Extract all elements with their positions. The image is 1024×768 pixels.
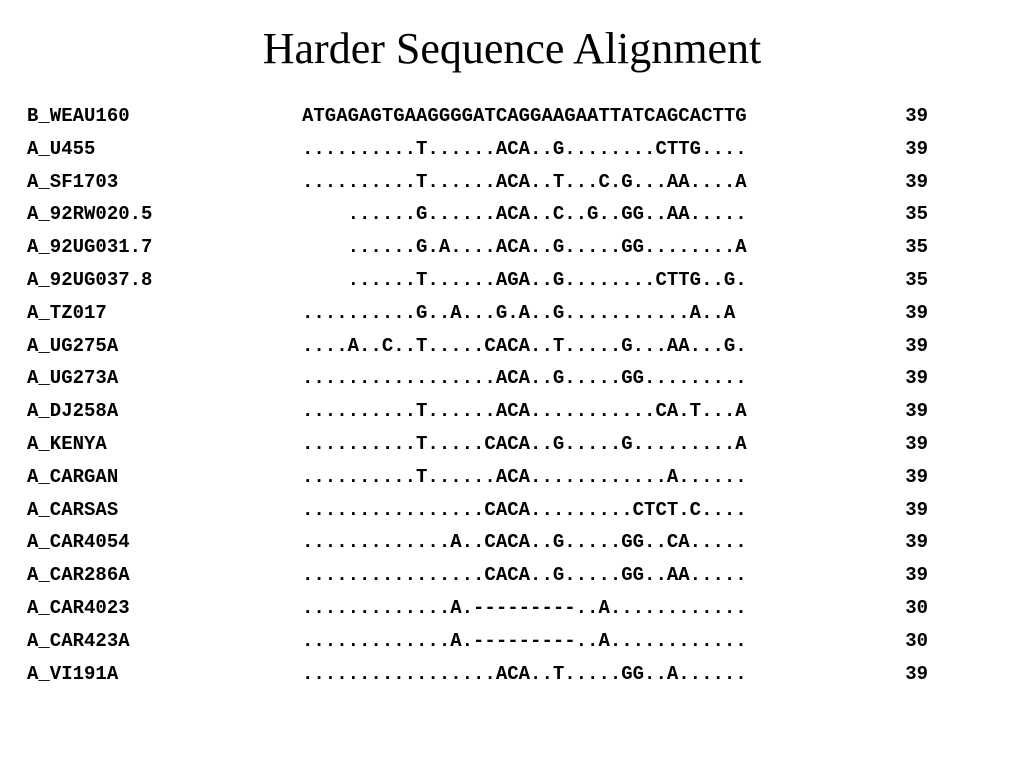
sequence-length: 39 xyxy=(905,367,928,390)
sequence-length: 39 xyxy=(905,105,928,127)
sequence-name: A_CAR4023 xyxy=(27,596,130,619)
sequence-length: 35 xyxy=(905,203,928,226)
sequence-residues: ATGAGAGTGAAGGGGATCAGGAAGAATTATCAGCACTTG xyxy=(302,105,747,127)
sequence-length: 30 xyxy=(905,629,928,652)
sequence-residues: ....A..C..T.....CACA..T.....G...AA...G. xyxy=(302,334,747,357)
alignment-row xyxy=(0,133,1024,166)
sequence-name: A_VI191A xyxy=(27,662,119,685)
sequence-residues: ..........G..A...G.A..G...........A..A xyxy=(302,301,736,324)
sequence-residues: .................ACA..G.....GG......... xyxy=(302,367,747,390)
alignment-row xyxy=(0,592,1024,625)
sequence-length: 39 xyxy=(905,137,928,160)
sequence-name: A_CAR286A xyxy=(27,564,130,587)
sequence-name: A_U455 xyxy=(27,137,96,160)
alignment-row xyxy=(0,625,1024,658)
alignment-row xyxy=(0,100,1024,133)
alignment-row xyxy=(0,297,1024,330)
sequence-name: B_WEAU160 xyxy=(27,105,130,127)
sequence-length: 39 xyxy=(905,662,928,685)
alignment-row xyxy=(0,526,1024,559)
sequence-residues: ..........T......ACA..T...C.G...AA....A xyxy=(302,170,747,193)
sequence-name: A_TZ017 xyxy=(27,301,107,324)
sequence-length: 39 xyxy=(905,564,928,587)
sequence-residues: .............A..CACA..G.....GG..CA..... xyxy=(302,531,747,554)
alignment-row xyxy=(0,658,1024,691)
sequence-name: A_CARGAN xyxy=(27,465,119,488)
sequence-length: 39 xyxy=(905,432,928,455)
sequence-length: 39 xyxy=(905,498,928,521)
sequence-residues: ..........T......ACA..G........CTTG.... xyxy=(302,137,747,160)
sequence-length: 39 xyxy=(905,170,928,193)
sequence-name: A_92UG031.7 xyxy=(27,236,153,259)
sequence-residues: ................CACA.........CTCT.C.... xyxy=(302,498,747,521)
alignment-row xyxy=(0,362,1024,395)
sequence-name: A_CAR4054 xyxy=(27,531,130,554)
sequence-length: 30 xyxy=(905,596,928,619)
sequence-name: A_CARSAS xyxy=(27,498,119,521)
sequence-length: 39 xyxy=(905,465,928,488)
sequence-residues: ......G.A....ACA..G.....GG........A xyxy=(302,236,747,259)
sequence-name: A_SF1703 xyxy=(27,170,119,193)
alignment-row xyxy=(0,231,1024,264)
sequence-name: A_92RW020.5 xyxy=(27,203,153,226)
alignment-row xyxy=(0,494,1024,527)
alignment-row xyxy=(0,198,1024,231)
sequence-residues: .............A.---------..A............ xyxy=(302,596,747,619)
sequence-name: A_92UG037.8 xyxy=(27,268,153,291)
sequence-name: A_CAR423A xyxy=(27,629,130,652)
sequence-length: 39 xyxy=(905,400,928,423)
sequence-name: A_UG275A xyxy=(27,334,119,357)
slide-title: Harder Sequence Alignment xyxy=(262,24,762,73)
sequence-length: 35 xyxy=(905,236,928,259)
alignment-row xyxy=(0,166,1024,199)
sequence-residues: ..........T......ACA............A...... xyxy=(302,465,747,488)
sequence-residues: .............A.---------..A............ xyxy=(302,629,747,652)
sequence-residues: ................CACA..G.....GG..AA..... xyxy=(302,564,747,587)
alignment-row xyxy=(0,428,1024,461)
sequence-residues: ..........T......ACA...........CA.T...A xyxy=(302,400,747,423)
alignment-row xyxy=(0,330,1024,363)
alignment-row xyxy=(0,395,1024,428)
sequence-name: A_UG273A xyxy=(27,367,119,390)
sequence-residues: ......G......ACA..C..G..GG..AA..... xyxy=(302,203,747,226)
sequence-residues: ......T......AGA..G........CTTG..G. xyxy=(302,268,747,291)
sequence-length: 39 xyxy=(905,334,928,357)
sequence-length: 39 xyxy=(905,301,928,324)
sequence-length: 39 xyxy=(905,531,928,554)
sequence-residues: ..........T.....CACA..G.....G.........A xyxy=(302,432,747,455)
alignment-row xyxy=(0,559,1024,592)
sequence-name: A_KENYA xyxy=(27,432,107,455)
sequence-name: A_DJ258A xyxy=(27,400,119,423)
sequence-length: 35 xyxy=(905,268,928,291)
alignment-row xyxy=(0,461,1024,494)
sequence-residues: .................ACA..T.....GG..A...... xyxy=(302,662,747,685)
alignment-row xyxy=(0,264,1024,297)
alignment-table xyxy=(0,100,1024,690)
